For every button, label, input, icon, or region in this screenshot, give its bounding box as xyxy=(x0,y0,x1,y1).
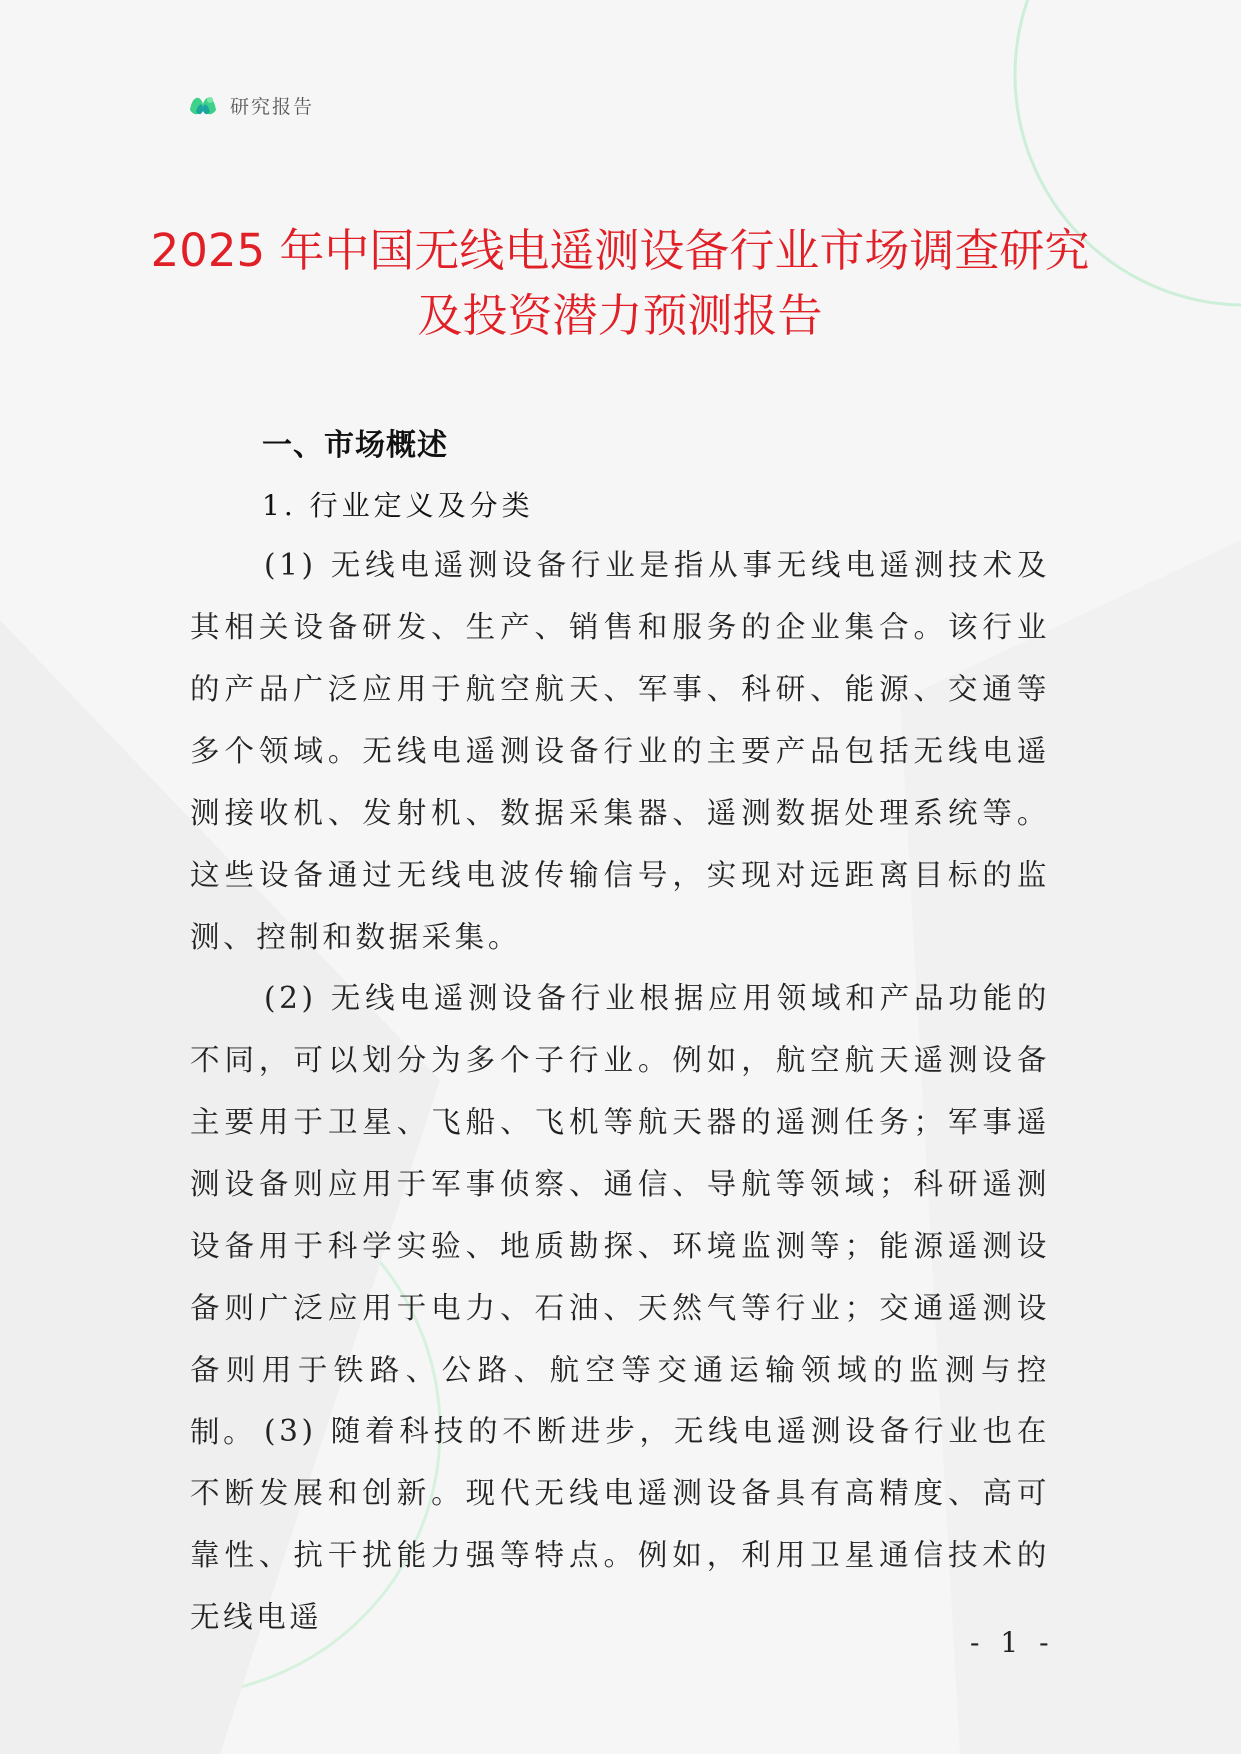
paragraph-1: (1) 无线电遥测设备行业是指从事无线电遥测技术及其相关设备研发、生产、销售和服务的企业集合。该行业的产品广泛应用于航空航天、军事、科研、能源、交通等多个领域。无线电遥测设备行业的主要产品包括无线电遥测接收机、发射机、数据采集器、遥测数据处理系统等。这些设备通过无线电波传输信号，实现对远距离目标的监测、控制和数据采集。 xyxy=(190,548,1050,954)
document-title: 2025 年中国无线电遥测设备行业市场调查研究及投资潜力预测报告 xyxy=(150,224,1090,342)
section-heading: 一、市场概述 xyxy=(262,428,448,463)
paragraph-3: (3) 随着科技的不断进步，无线电遥测设备行业也在不断发展和创新。现代无线电遥测设备具有高精度、高可靠性、抗干扰能力强等特点。例如，利用卫星通信技术的无线电遥 xyxy=(190,1414,1050,1634)
report-header xyxy=(186,88,314,122)
subsection-heading: 1. 行业定义及分类 xyxy=(262,489,534,522)
paragraph-2: (2) 无线电遥测设备行业根据应用领域和产品功能的不同，可以划分为多个子行业。例如，航空航天遥测设备主要用于卫星、飞船、飞机等航天器的遥测任务；军事遥测设备则应用于军事侦察、通信、导航等领域；科研遥测设备用于科学实验、地质勘探、环境监测等；能源遥测设备则广泛应用于电力、石油、天然气等行业；交通遥测设备则用于铁路、公路、航空等交通运输领域的监测与控制。 xyxy=(190,981,1050,1449)
report-logo-icon xyxy=(186,88,220,122)
header-label: 研究报告 xyxy=(230,95,315,118)
page-number: - 1 - xyxy=(970,1626,1055,1659)
